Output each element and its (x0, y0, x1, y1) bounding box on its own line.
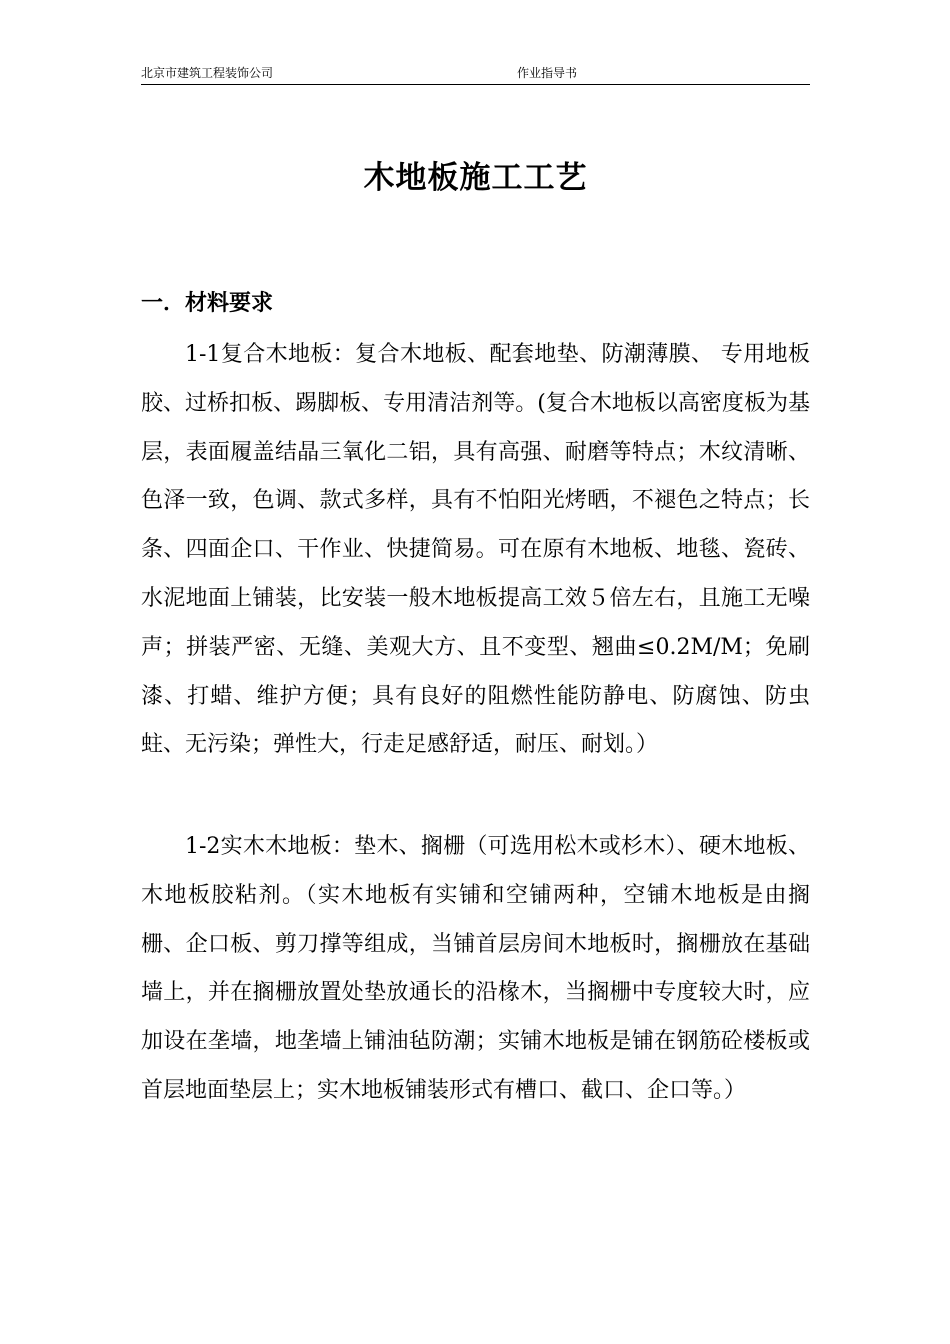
section-heading: 一．材料要求 (141, 290, 274, 316)
page-title: 木地板施工工艺 (363, 160, 588, 196)
page-header (141, 62, 810, 85)
header-document-type: 作业指导书 (517, 66, 578, 80)
paragraph-solid-wood-floor: 1-2实木木地板：垫木、搁栅（可选用松木或杉木）、硬木地板、木地板胶粘剂。（实木地板有实铺和空铺两种，空铺木地板是由搁栅、企口板、剪刀撑等组成，当铺首层房间木地板时，搁栅放在基础墙上，并在搁栅放置处垫放通长的沿椽木，当搁栅中专度较大时，应加设在垄墙，地垄墙上铺油毡防潮；实铺木地板是铺在钢筋砼楼板或首层地面垫层上；实木地板铺装形式有槽口、截口、企口等。） (141, 834, 810, 1103)
paragraph-composite-floor: 1-1复合木地板：复合木地板、配套地垫、防潮薄膜、 专用地板胶、过桥扣板、踢脚板、专用清洁剂等。(复合木地板以高密度板为基层，表面履盖结晶三氧化二铝，具有高强、耐磨等特点；木纹清晰、色泽一致，色调、款式多样，具有不怕阳光烤晒，不褪色之特点；长条、四面企口、干作业、快捷简易。可在原有木地板、地毯、瓷砖、水泥地面上铺装，比安装一般木地板提高工效５倍左右，且施工无噪声；拼装严密、无缝、美观大方、且不变型、翘曲≤0.2M/M；免刷漆、打蜡、维护方便；具有良好的阻燃性能防静电、防腐蚀、防虫蛀、无污染；弹性大，行走足感舒适，耐压、耐划。） (141, 342, 810, 758)
header-company-name: 北京市建筑工程装饰公司 (141, 66, 274, 80)
